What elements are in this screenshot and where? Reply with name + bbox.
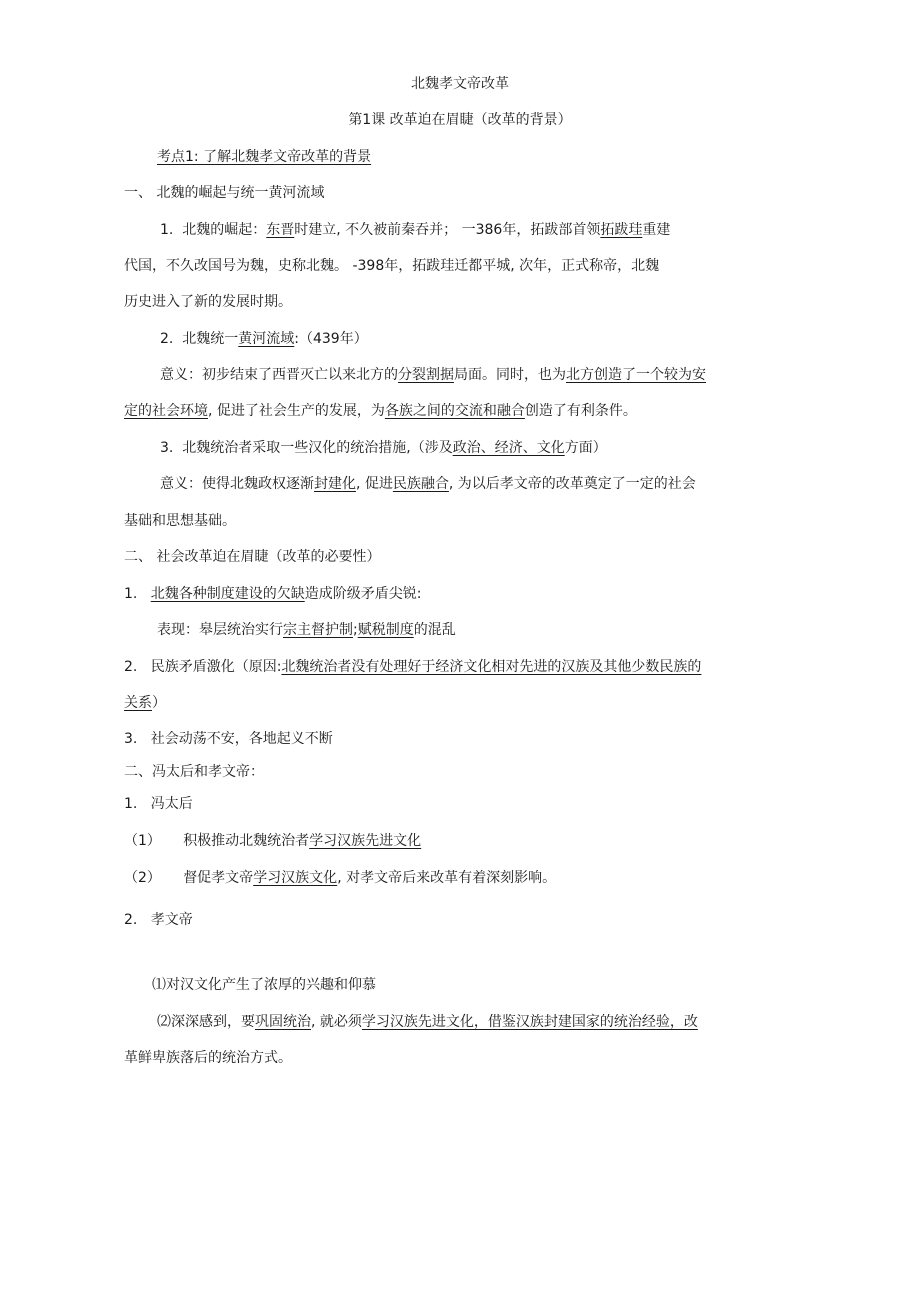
xiaowen-point-2 — [157, 1012, 698, 1032]
feng-point-2 — [124, 868, 556, 888]
item-number: 3. — [160, 440, 174, 456]
feng-heading — [124, 794, 193, 814]
underlined-term: 北方创造了一个较为安 — [566, 367, 706, 383]
text: 北魏统治者采取一些汉化的统治措施,（涉及 — [182, 440, 453, 456]
text: ; — [353, 622, 358, 638]
underlined-term: 民族融合 — [392, 476, 449, 492]
section-heading-1: 一、 北魏的崛起与统一黄河流域 — [124, 185, 325, 201]
section-heading-2: 二、 社会改革迫在眉睫（改革的必要性） — [124, 549, 381, 565]
xiaowen-point-1: ⑴对汉文化产生了浓厚的兴趣和仰慕 — [152, 977, 376, 993]
text: 重建 — [642, 222, 671, 238]
text: 积极推动北魏统治者 — [183, 833, 310, 849]
paragraph-1 — [160, 220, 670, 240]
underlined-term: 北魏各种制度建设的欠缺 — [150, 586, 305, 602]
underlined-term: 巩固统治 — [255, 1014, 311, 1030]
item-number: 3. — [124, 731, 138, 747]
text: 方面） — [564, 440, 607, 456]
text: ⑵深深感到，要 — [157, 1014, 255, 1030]
text: , 促进了社会生产的发展，为 — [208, 403, 385, 419]
underlined-term: 黄河流域 — [238, 331, 295, 347]
necessity-item-1 — [124, 584, 421, 604]
text: 民族矛盾激化（原因: — [150, 659, 282, 675]
item-number: 1. — [124, 796, 138, 812]
text: 的混乱 — [413, 622, 456, 638]
paragraph-2 — [160, 329, 368, 349]
underlined-term: 北魏统治者没有处理好于经济文化相对先进的汉族及其他少数民族的 — [281, 659, 702, 675]
text: 创造了有利条件。 — [524, 403, 637, 419]
underlined-term: 东晋 — [266, 222, 295, 238]
underlined-term: 封建化 — [314, 476, 356, 492]
text: 意义：使得北魏政权逐渐 — [160, 476, 314, 492]
text: 表现：皋层统治实行 — [157, 622, 283, 638]
text: 北魏统一 — [182, 331, 239, 347]
text: 北魏的崛起： — [182, 222, 267, 238]
item-number: （2） — [124, 870, 161, 886]
underlined-term: 政治、经济、文化 — [452, 440, 565, 456]
kaodian-heading: 考点1: 了解北魏孝文帝改革的背景 — [157, 149, 372, 165]
text: 造成阶级矛盾尖锐: — [304, 586, 422, 602]
text: , 促进 — [356, 476, 393, 492]
underlined-term: 学习汉族先进文化 — [309, 833, 422, 849]
xiaowen-point-2-line-2: 革鲜卑族落后的统治方式。 — [124, 1050, 292, 1066]
underlined-term: 分裂割据 — [398, 367, 454, 383]
item-number: 1. — [160, 222, 174, 238]
paragraph-1-line-3: 历史进入了新的发展时期。 — [124, 294, 292, 310]
xiaowen-heading — [124, 910, 193, 930]
underlined-term: 关系 — [124, 695, 152, 711]
item-number: 2. — [124, 659, 138, 675]
item-number: （1） — [124, 833, 161, 849]
necessity-item-2 — [124, 657, 701, 677]
paragraph-3 — [160, 438, 607, 458]
underlined-term: 宗主督护制 — [283, 622, 353, 638]
underlined-term: 定的社会环境 — [124, 403, 208, 419]
significance-2 — [160, 474, 696, 494]
significance-1-line-2 — [124, 401, 637, 421]
underlined-term: 学习汉族文化 — [253, 870, 338, 886]
necessity-item-2-line-2 — [124, 693, 166, 713]
underlined-term: 拓跋珪 — [600, 222, 643, 238]
text: , 就必须 — [311, 1014, 362, 1030]
text: , 为以后孝文帝的改革奠定了一定的社会 — [448, 476, 696, 492]
necessity-item-3 — [124, 729, 333, 749]
item-number: 1. — [124, 586, 138, 602]
text: 时建立, 不久被前秦吞并； 一386年，拓跋部首领 — [294, 222, 601, 238]
section-heading-3: 二、冯太后和孝文帝： — [124, 764, 264, 780]
underlined-term: 学习汉族先进文化，借鉴汉族封建国家的统治经验，改 — [361, 1014, 698, 1030]
significance-2-line-2: 基础和思想基础。 — [124, 513, 236, 529]
underlined-term: 各族之间的交流和融合 — [384, 403, 525, 419]
text: ） — [152, 695, 166, 711]
document-title: 北魏孝文帝改革 — [411, 76, 509, 92]
manifestation — [157, 620, 456, 640]
text: 督促孝文帝 — [183, 870, 254, 886]
text: 孝文帝 — [150, 912, 193, 928]
item-number: 2. — [160, 331, 174, 347]
text: :（439年） — [294, 331, 368, 347]
text: 局面。同时，也为 — [454, 367, 566, 383]
text: 冯太后 — [150, 796, 193, 812]
feng-point-1 — [124, 831, 421, 851]
significance-1 — [160, 365, 706, 385]
text: 意义：初步结束了西晋灭亡以来北方的 — [160, 367, 398, 383]
text: 社会动荡不安，各地起义不断 — [150, 731, 333, 747]
paragraph-1-line-2: 代国，不久改国号为魏，史称北魏。 -398年，拓跋珪迁都平城, 次年，正式称帝，北魏 — [124, 258, 660, 274]
text: , 对孝文帝后来改革有着深刻影响。 — [337, 870, 557, 886]
underlined-term: 赋税制度 — [357, 622, 414, 638]
lesson-subtitle: 第1课 改革迫在眉睫（改革的背景） — [348, 112, 572, 128]
item-number: 2. — [124, 912, 138, 928]
